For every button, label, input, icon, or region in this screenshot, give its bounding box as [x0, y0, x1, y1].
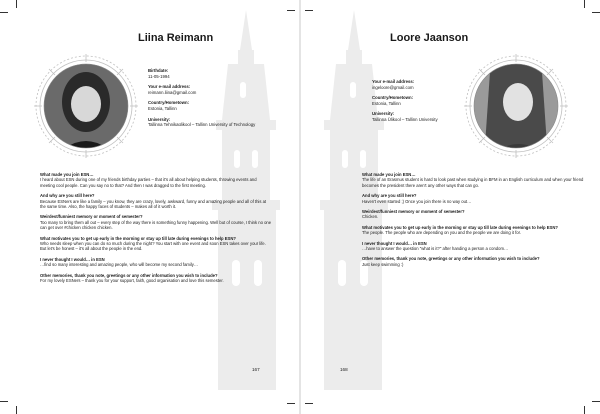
- info-birthdate: Birthdate: 11-05-1994: [148, 68, 170, 79]
- question: I never thought I would… in ESN: [362, 240, 427, 246]
- info-email: Your e-mail address: ingeloore@gmail.com: [372, 79, 415, 90]
- question: And why are you still here?: [40, 193, 95, 199]
- portrait-photo: [32, 52, 140, 160]
- question: And why are you still here?: [362, 193, 417, 199]
- qa-item: [362, 172, 590, 188]
- answer: Chicken.: [362, 214, 379, 220]
- answer: Haven't even started ;) Once you join there is no way out…: [362, 198, 472, 204]
- person-name: Liina Reimann: [138, 32, 214, 44]
- answer: The people. The people who are depending on you and the people we are doing it for.: [362, 230, 521, 236]
- qa-item: [362, 193, 590, 204]
- right-page: [300, 0, 600, 414]
- qa-item: [40, 273, 272, 284]
- page-gutter: [299, 0, 301, 414]
- info-university: University: Tallinna Ülikool – Tallinn University: [372, 111, 438, 122]
- info-country: Country/Hometown: Estonia, Tallinn: [148, 100, 190, 111]
- qa-item: [40, 172, 272, 188]
- qa-item: [40, 214, 272, 230]
- qa-item: [40, 257, 272, 268]
- answer: Who needs sleep when you can do so much during the night? You start with one event and soon ESN takes over your life. But let's be honest – it's all about the people in the end.: [40, 241, 266, 252]
- info-university: University: Tallinna Tehnikaülikool – Tallinn University of Technology: [148, 116, 256, 128]
- qa-item: [40, 193, 272, 209]
- answer: I heard about ESN during one of my friends birthday parties – that it's all about helping students, throwing events and meeting cool people. Can you say no to that? And then I was dragged to the first meeting.: [40, 177, 257, 188]
- questionnaire: [362, 172, 590, 272]
- answer: Because ESNers are like a family – you know, they are crazy, lovely, awkward, funny and amazing people and all of this at the same time. Also, the happy faces of students – makes all of it worth it.: [40, 198, 267, 210]
- portrait-photo: [462, 52, 570, 160]
- answer: The life of an Erasmus student is hard to look past when studying in BFM in an English curriculum and when your friend becomes the president there aren't any other ways that can go.: [362, 177, 584, 188]
- person-name: Loore Jaanson: [390, 32, 469, 44]
- qa-item: [40, 236, 272, 252]
- question: What made you join ESN…: [362, 172, 416, 177]
- question: What motivates you to get up early in the morning or stay up till late during evenings to help ESN?: [362, 224, 558, 230]
- profile-info: [372, 79, 464, 128]
- answer: …find so many interesting and amazing people, who will become my second family…: [40, 262, 199, 268]
- question: Other memories, thank you note, greetings or any other information you wish to include?: [362, 256, 540, 262]
- question: I never thought I would… in ESN: [40, 256, 105, 262]
- info-country: Country/Hometown: Estonia, Tallinn: [372, 95, 414, 106]
- profile-info: [148, 68, 288, 133]
- question: Weirdest/funniest memory or moment of semester?: [40, 214, 143, 220]
- question: What made you join ESN…: [40, 172, 94, 177]
- answer: Too many to bring them all out – every step of the way there is something funny happening. Well but of course, I think no one can get over #chicken chicken chicken.: [40, 219, 272, 231]
- question: What motivates you to get up early in the morning or stay up till late during evenings to help ESN?: [40, 235, 236, 241]
- page-number: 168: [340, 367, 348, 372]
- qa-item: [362, 209, 590, 220]
- qa-item: [362, 241, 590, 252]
- answer: Just keep swimming :): [362, 261, 404, 267]
- answer: For my lovely ESNers – thank you for your support, faith, good organisation and love this semester.: [40, 278, 224, 284]
- info-email: Your e-mail address: reimann.liina@gmail.com: [148, 84, 197, 95]
- questionnaire: [40, 172, 272, 289]
- qa-item: [362, 225, 590, 236]
- qa-item: [362, 256, 590, 267]
- answer: …have to answer the question "what is it?" after handing a person a condom…: [362, 246, 509, 252]
- page-number: 167: [252, 367, 260, 372]
- question: Other memories, thank you note, greetings or any other information you wish to include?: [40, 272, 218, 278]
- question: Weirdest/funniest memory or moment of semester?: [362, 209, 465, 215]
